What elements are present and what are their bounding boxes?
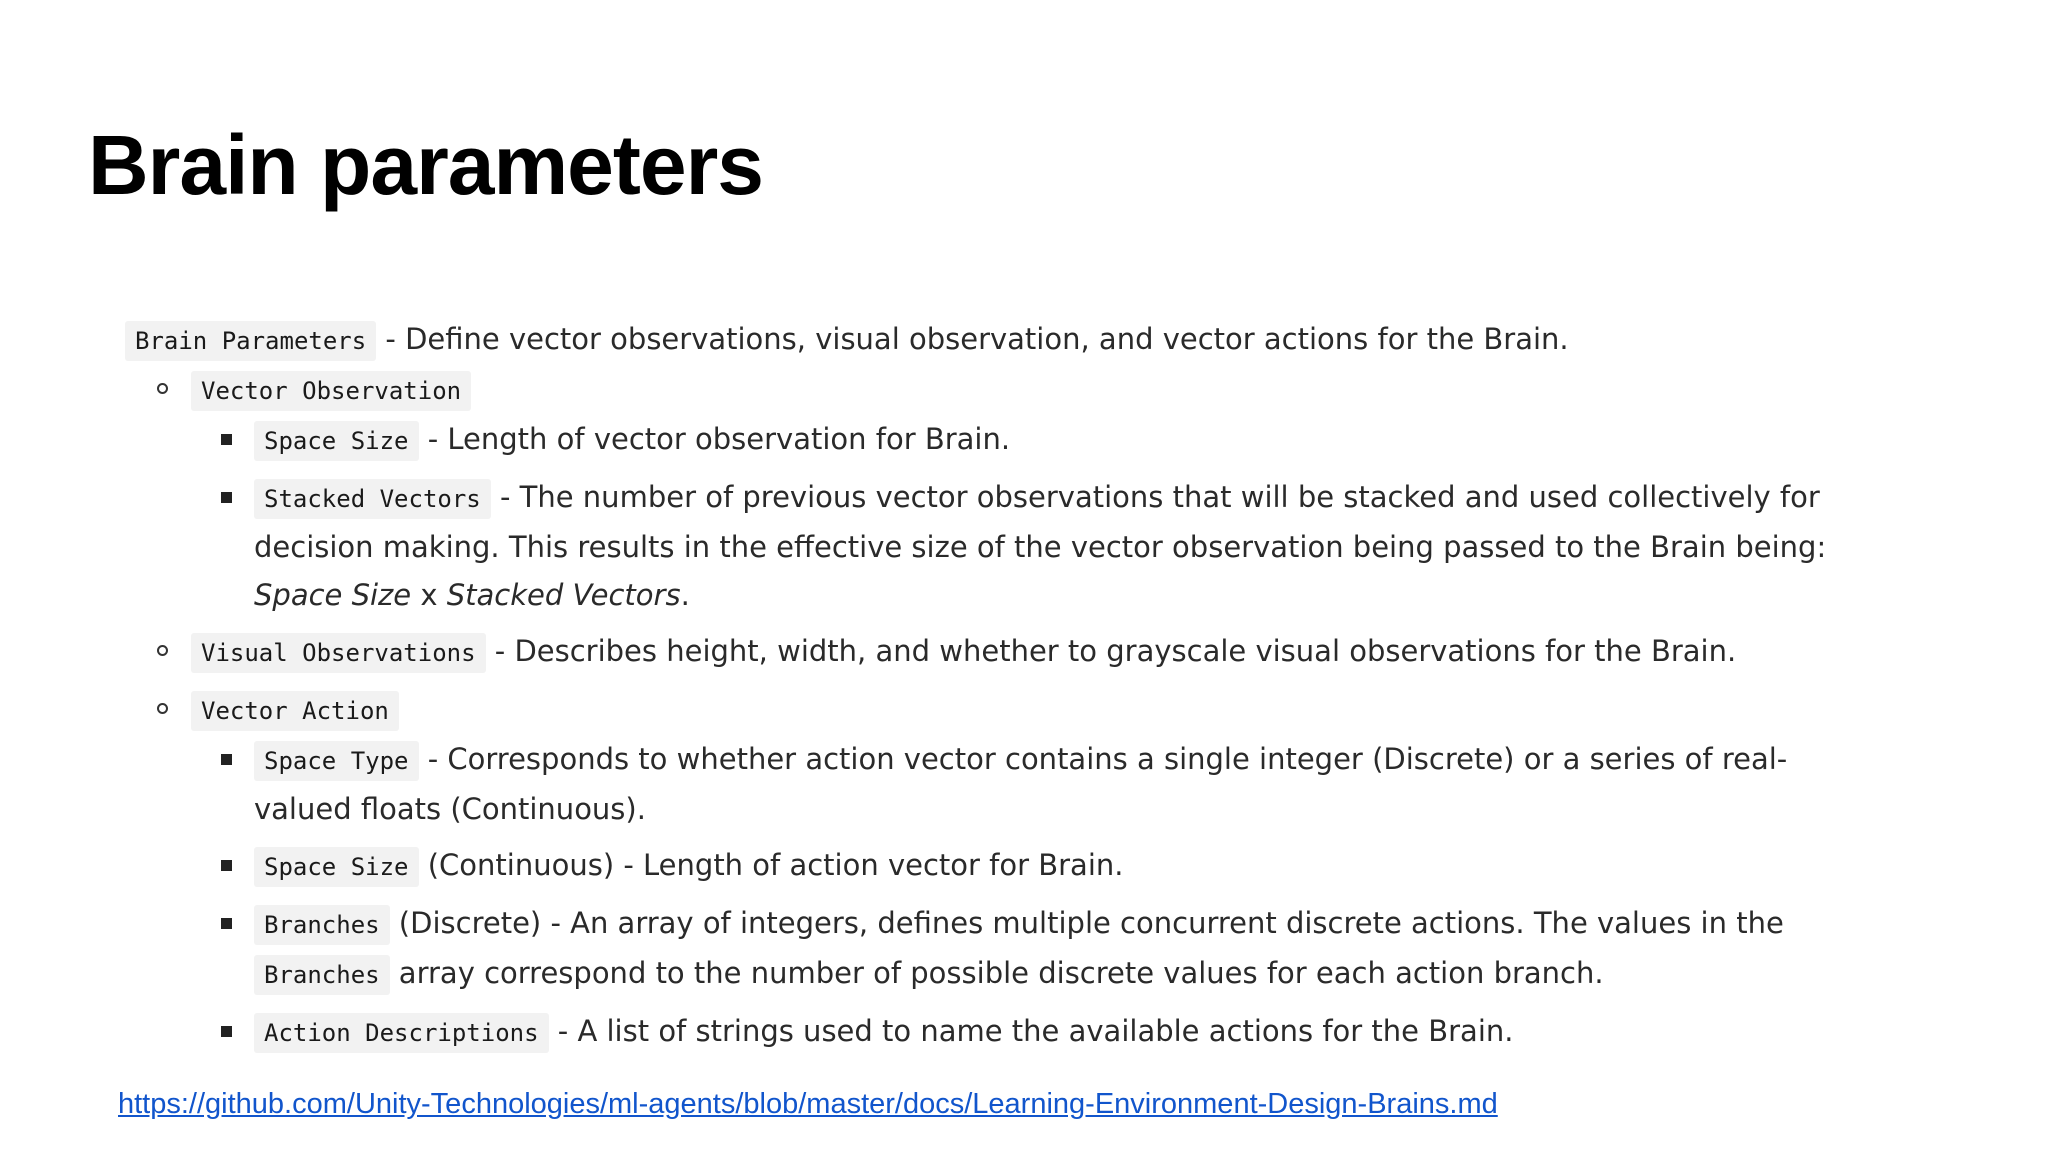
action-descriptions-item [254,1007,1785,1057]
space-type-desc-line2: valued floats (Continuous). [254,792,646,826]
stacked-vectors-em-space-size: Space Size [254,578,412,612]
vo-space-size-desc: - Length of vector observation for Brain. [418,422,1011,456]
space-type-code: Space Type [254,741,419,781]
doc-screenshot [125,315,1827,1057]
va-space-size-item [254,841,1785,891]
square-bullet-icon [221,434,232,445]
square-bullet-icon [221,918,232,929]
branches-item [254,899,1785,999]
vector-action-code: Vector Action [191,691,399,731]
vector-observation-item [191,365,1785,415]
stacked-vectors-code: Stacked Vectors [254,479,491,519]
branches-desc-line2: array correspond to the number of possible discrete values for each action branch. [389,956,1604,990]
space-type-item [254,735,1788,833]
vo-space-size-code: Space Size [254,421,419,461]
branches-code-2: Branches [254,955,390,995]
square-bullet-icon [221,860,232,871]
vector-action-item [191,685,1785,735]
stacked-vectors-em-stacked: Stacked Vectors [446,578,681,612]
square-bullet-icon [221,1026,232,1037]
branches-desc-line1: (Discrete) - An array of integers, defines multiple concurrent discrete actions. The values in the [389,906,1784,940]
visual-observations-desc: - Describes height, width, and whether to grayscale visual observations for the Brain. [485,634,1737,668]
source-link[interactable]: https://github.com/Unity-Technologies/ml-agents/blob/master/docs/Learning-Environment-Design-Brains.md [118,1088,1498,1120]
space-type-desc-line1: - Corresponds to whether action vector contains a single integer (Discrete) or a series of real- [418,742,1788,776]
square-bullet-icon [221,492,232,503]
stacked-vectors-desc-line1: - The number of previous vector observations that will be stacked and used collectively for [490,480,1820,514]
circle-bullet-icon [157,645,168,656]
vector-observation-code: Vector Observation [191,371,471,411]
stacked-vectors-desc-line2: decision making. This results in the effective size of the vector observation being passed to the Brain being: [254,530,1827,564]
action-descriptions-code: Action Descriptions [254,1013,549,1053]
brain-parameters-code: Brain Parameters [125,321,376,361]
circle-bullet-icon [157,703,168,714]
visual-observations-item [191,627,1785,677]
brain-parameters-desc: - Define vector observations, visual observation, and vector actions for the Brain. [376,322,1569,356]
square-bullet-icon [221,754,232,765]
stacked-vectors-item [254,473,1827,619]
brain-parameters-item [125,315,1785,365]
stacked-vectors-period: . [680,578,690,612]
va-space-size-code: Space Size [254,847,419,887]
vo-space-size-item [254,415,1785,465]
visual-observations-code: Visual Observations [191,633,486,673]
circle-bullet-icon [157,383,168,394]
va-space-size-desc: (Continuous) - Length of action vector for Brain. [418,848,1124,882]
action-descriptions-desc: - A list of strings used to name the available actions for the Brain. [548,1014,1514,1048]
stacked-vectors-times: x [411,578,447,612]
slide-title: Brain parameters [88,118,763,212]
branches-code: Branches [254,905,390,945]
